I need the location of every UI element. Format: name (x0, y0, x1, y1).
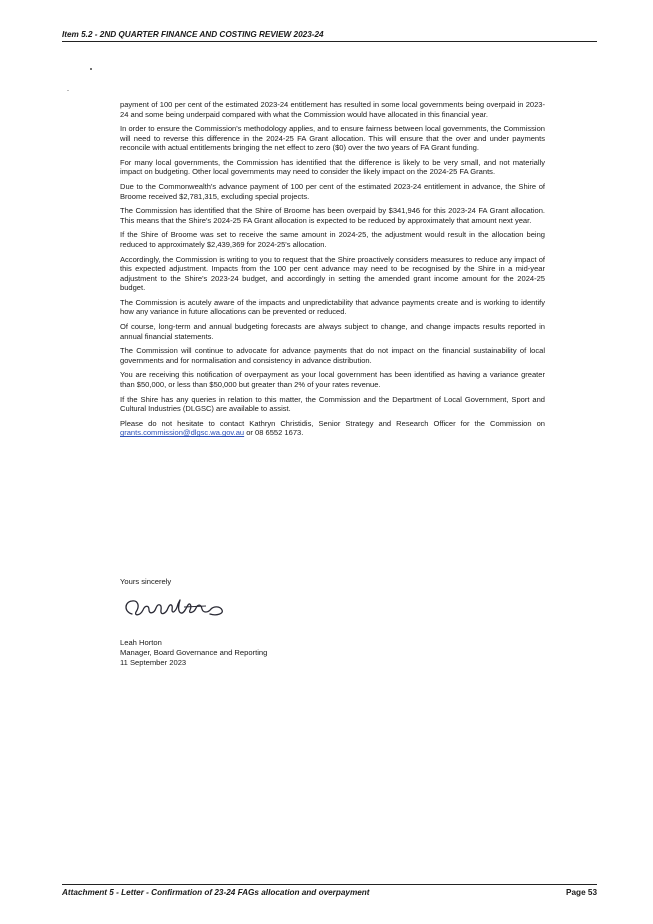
page-number: Page 53 (566, 888, 597, 897)
letter-date: 11 September 2023 (120, 657, 187, 667)
paragraph: Of course, long-term and annual budgeting forecasts are always subject to change, and change impacts results reported in annual financial statements. (120, 322, 545, 341)
paragraph: The Commission is acutely aware of the impacts and unpredictability that advance payments create and is working to identify how any variance in future allocations can be prevented or reduced. (120, 297, 545, 317)
paragraph: In order to ensure the Commission's methodology applies, and to ensure fairness between local governments, the Commission will need to reverse this difference in the 2024-25 FA Grant allocation. This will ensure that the over and under payments reconcile with actual entitlements bringing the net effect to zero ($0) over the two years of FA Grant funding. (120, 124, 545, 153)
paragraph: You are receiving this notification of overpayment as your local government has been identified as having a variance greater than $50,000, or less than $50,000 but greater than 2% of your rates revenue. (120, 370, 545, 389)
paragraph: Due to the Commonwealth's advance payment of 100 per cent of the estimated 2023-24 entitlement in advance, the Shire of Broome received $2,781,315, excluding special projects. (120, 182, 545, 201)
paragraph: The Commission will continue to advocate for advance payments that do not impact on the financial sustainability of local governments and for normalisation and consistency in advance distribution. (120, 346, 545, 365)
paragraph: The Commission has identified that the Shire of Broome has been overpaid by $341,946 for this 2023-24 FA Grant allocation. This means that the Shire's 2024-25 FA Grant allocation is expected to be reduced by approximately that amount next year. (120, 206, 545, 225)
page-footer (62, 884, 597, 897)
signer-block (120, 638, 267, 667)
paragraph: If the Shire has any queries in relation to this matter, the Commission and the Department of Local Government, Sport and Cultural Industries (DLGSC) are available to assist. (120, 394, 545, 414)
signer-name: Leah Horton (120, 638, 162, 647)
contact-suffix: or 08 6552 1673. (244, 428, 304, 438)
signer-title: Manager, Board Governance and Reporting (120, 647, 268, 657)
scan-mark (67, 90, 69, 91)
header-title: Item 5.2 - 2ND QUARTER FINANCE AND COSTING REVIEW 2023-24 (62, 30, 324, 39)
paragraph: Accordingly, the Commission is writing to you to request that the Shire proactively considers measures to reduce any impact of this expected adjustment. Impacts from the 100 per cent advance may need to be recognised by the Shire in a mid-year adjustment to the Shire's 2023-24 budget, and accordingly in setting the amended grant income amount for the 2024-25 budget. (120, 254, 545, 293)
signature-image (118, 592, 238, 631)
footer-label: Attachment 5 - Letter - Confirmation of 23-24 FAGs allocation and overpayment (62, 888, 370, 897)
page-header (62, 30, 597, 42)
contact-paragraph (120, 419, 545, 438)
paragraph: For many local governments, the Commission has identified that the difference is likely to be very small, and not materially impact on budgeting. Other local governments may need to consider the likely impact on the 2024-25 FA Grants. (120, 157, 545, 177)
signoff: Yours sincerely (120, 577, 172, 586)
paragraph: payment of 100 per cent of the estimated 2023-24 entitlement has resulted in some local governments being overpaid in 2023-24 and some being underpaid compared with what the Commission would have allocated in this financial year. (120, 100, 545, 119)
email-link[interactable]: grants.commission@dlgsc.wa.gov.au (120, 428, 245, 438)
contact-prefix: Please do not hesitate to contact Kathryn Christidis, Senior Strategy and Research Officer for the Commission on (120, 418, 545, 428)
paragraph: If the Shire of Broome was set to receive the same amount in 2024-25, the adjustment would result in the allocation being reduced to approximately $2,439,369 for 2024-25's allocation. (120, 230, 545, 249)
letter-body (120, 100, 545, 443)
scan-mark (90, 68, 92, 70)
